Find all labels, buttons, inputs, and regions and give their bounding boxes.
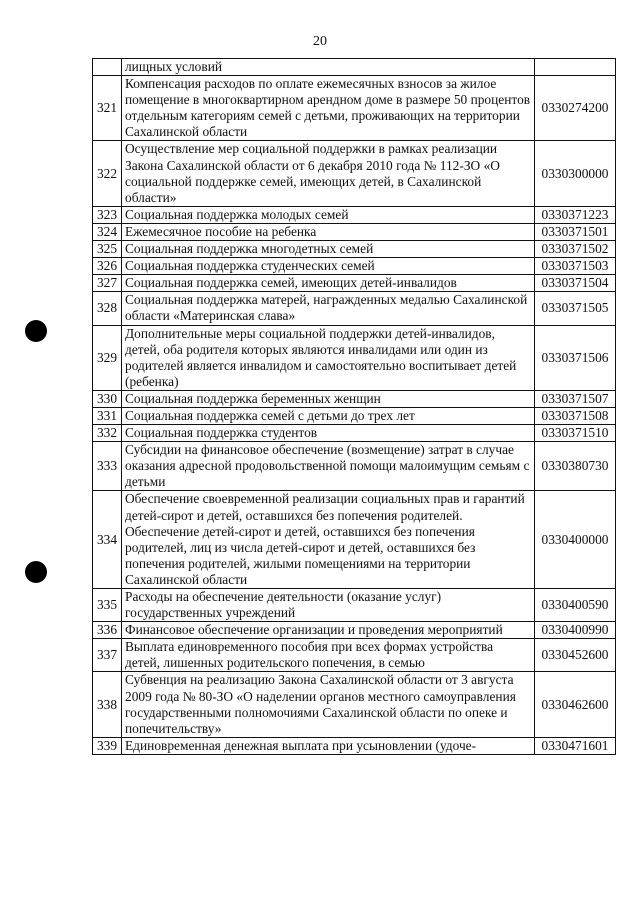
row-description: Социальная поддержка многодетных семей (122, 241, 535, 258)
table-row (93, 491, 616, 589)
row-description: Расходы на обеспечение деятельности (оказание услуг) государственных учреждений (122, 589, 535, 622)
row-number: 324 (93, 223, 122, 240)
row-description: Социальная поддержка студентов (122, 425, 535, 442)
row-description: Осуществление мер социальной поддержки в рамках реализации Закона Сахалинской области от 6 декабря 2010 года № 112-ЗО «О социальной поддержке семей, имеющих детей, в Сахалинской области» (122, 141, 535, 206)
row-number: 321 (93, 76, 122, 141)
row-number: 335 (93, 589, 122, 622)
row-code: 0330462600 (535, 672, 616, 737)
row-description: Социальная поддержка семей с детьми до трех лет (122, 407, 535, 424)
table-row (93, 223, 616, 240)
row-number: 322 (93, 141, 122, 206)
row-code: 0330371502 (535, 241, 616, 258)
table-row (93, 425, 616, 442)
row-number: 331 (93, 407, 122, 424)
row-number: 338 (93, 672, 122, 737)
table-row (93, 258, 616, 275)
row-code: 0330380730 (535, 442, 616, 491)
row-description: Единовременная денежная выплата при усыновлении (удоче- (122, 737, 535, 754)
row-code: 0330371510 (535, 425, 616, 442)
row-description: Субвенция на реализацию Закона Сахалинской области от 3 августа 2009 года № 80-ЗО «О наделении органов местного самоуправления государственными полномочиями Сахалинской области по опеке и попечительству» (122, 672, 535, 737)
row-description: лищных условий (122, 59, 535, 76)
row-code: 0330371504 (535, 275, 616, 292)
table-row (93, 390, 616, 407)
table-row (93, 325, 616, 390)
row-number: 325 (93, 241, 122, 258)
row-code: 0330371506 (535, 325, 616, 390)
row-number: 339 (93, 737, 122, 754)
row-number: 323 (93, 206, 122, 223)
row-description: Социальная поддержка семей, имеющих детей-инвалидов (122, 275, 535, 292)
row-code: 0330471601 (535, 737, 616, 754)
table-row (93, 639, 616, 672)
table-row (93, 737, 616, 754)
table-row (93, 275, 616, 292)
row-number: 336 (93, 622, 122, 639)
table-row (93, 672, 616, 737)
row-number: 333 (93, 442, 122, 491)
table-row (93, 141, 616, 206)
row-number: 332 (93, 425, 122, 442)
row-number: 326 (93, 258, 122, 275)
row-description: Обеспечение своевременной реализации социальных прав и гарантий детей-сирот и детей, оставшихся без попечения родителей. Обеспечение детей-сирот и детей, оставшихся без попечения родителей, лиц из числа детей-сирот и детей, оставшихся без попечения родителей, жилыми помещениями на территории Сахалинской области (122, 491, 535, 589)
row-description: Финансовое обеспечение организации и проведения мероприятий (122, 622, 535, 639)
table-row (93, 206, 616, 223)
table-row (93, 76, 616, 141)
row-number: 337 (93, 639, 122, 672)
table-row (93, 622, 616, 639)
row-description: Дополнительные меры социальной поддержки детей-инвалидов, детей, оба родителя которых являются инвалидами или один из родителей является инвалидом и самостоятельно воспитывает детей (ребенка) (122, 325, 535, 390)
row-number: 327 (93, 275, 122, 292)
table-row (93, 442, 616, 491)
row-code: 0330371223 (535, 206, 616, 223)
row-description: Социальная поддержка молодых семей (122, 206, 535, 223)
row-number: 330 (93, 390, 122, 407)
row-description: Компенсация расходов по оплате ежемесячных взносов за жилое помещение в многоквартирном арендном доме в размере 50 процентов отдельным категориям семей с детьми, проживающих на территории Сахалинской области (122, 76, 535, 141)
punch-hole-mark (25, 320, 47, 342)
row-description: Социальная поддержка студенческих семей (122, 258, 535, 275)
row-code: 0330371507 (535, 390, 616, 407)
row-code: 0330400000 (535, 491, 616, 589)
table-row (93, 407, 616, 424)
row-description: Социальная поддержка матерей, награжденных медалью Сахалинской области «Материнская слава» (122, 292, 535, 325)
row-code: 0330400990 (535, 622, 616, 639)
punch-hole-mark (25, 561, 47, 583)
row-number: 334 (93, 491, 122, 589)
row-description: Выплата единовременного пособия при всех формах устройства детей, лишенных родительского попечения, в семью (122, 639, 535, 672)
row-number: 328 (93, 292, 122, 325)
row-code: 0330371508 (535, 407, 616, 424)
table-row (93, 292, 616, 325)
table-row (93, 241, 616, 258)
row-code: 0330274200 (535, 76, 616, 141)
row-description: Ежемесячное пособие на ребенка (122, 223, 535, 240)
row-description: Социальная поддержка беременных женщин (122, 390, 535, 407)
row-code: 0330452600 (535, 639, 616, 672)
row-code: 0330371505 (535, 292, 616, 325)
row-code: 0330371503 (535, 258, 616, 275)
row-description: Субсидии на финансовое обеспечение (возмещение) затрат в случае оказания адресной продовольственной помощи малоимущим семьям с детьми (122, 442, 535, 491)
row-code (535, 59, 616, 76)
budget-classification-table (92, 58, 616, 755)
row-code: 0330400590 (535, 589, 616, 622)
page-number: 20 (313, 34, 327, 49)
row-code: 0330371501 (535, 223, 616, 240)
table-row (93, 589, 616, 622)
table-row (93, 59, 616, 76)
row-number: 329 (93, 325, 122, 390)
row-code: 0330300000 (535, 141, 616, 206)
row-number (93, 59, 122, 76)
